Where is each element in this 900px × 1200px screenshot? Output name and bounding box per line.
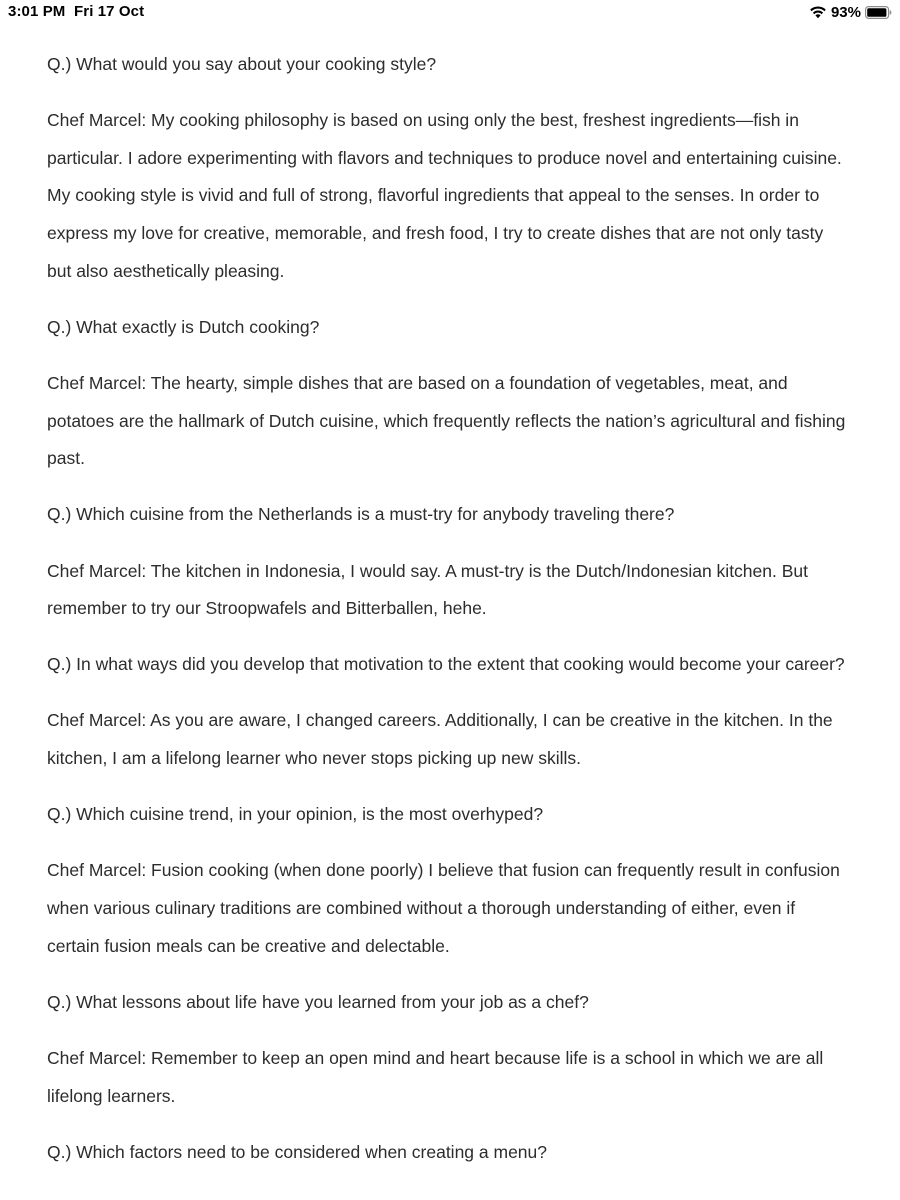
question-text: Q.) What exactly is Dutch cooking? (47, 316, 320, 337)
question-text: Q.) What would you say about your cooking style? (47, 54, 437, 74)
question-text: Q.) Which cuisine from the Netherlands is a must-try for anybody traveling there? (47, 504, 675, 525)
question-text: Q.) In what ways did you develop that motivation to the extent that cooking would become your career? (47, 654, 845, 675)
answer-text: Chef Marcel: The hearty, simple dishes that are based on a foundation of vegetables, meat, and potatoes are the hallmark of Dutch cuisine, which frequently reflects the nation’s agricultural and fishing past. (47, 372, 846, 469)
question-text: Q.) What lessons about life have you learned from your job as a chef? (47, 991, 589, 1012)
answer-text: Chef Marcel: Fusion cooking (when done poorly) I believe that fusion can frequently result in confusion when various culinary traditions are combined without a thorough understanding of either, even if certain fusion meals can be creative and delectable. (47, 860, 840, 956)
answer-text: Chef Marcel: My cooking philosophy is based on using only the best, freshest ingredients—fish in particular. I adore experimenting with flavors and techniques to produce novel and entertaining cuisine. My cooking style is vivid and full of strong, flavorful ingredients that appeal to the senses. In order to express my love for creative, memorable, and fresh food, I try to create dishes that are not only tasty but also aesthetically pleasing. (47, 110, 842, 281)
status-date: Fri 17 Oct (74, 3, 145, 20)
article-body (47, 46, 852, 1200)
status-time: 3:01 PM (8, 3, 66, 20)
battery-percent: 93% (830, 3, 861, 21)
status-bar (0, 0, 900, 24)
answer-text: Chef Marcel: As you are aware, I changed careers. Additionally, I can be creative in the kitchen. In the kitchen, I am a lifelong learner who never stops picking up new skills. (47, 710, 833, 769)
answer-text: Chef Marcel: Remember to keep an open mind and heart because life is a school in which we are all lifelong learners. (47, 1048, 824, 1106)
question-text: Q.) Which cuisine trend, in your opinion, is the most overhyped? (47, 804, 544, 825)
answer-text: Chef Marcel: The kitchen in Indonesia, I would say. A must-try is the Dutch/Indonesian kitchen. But remember to try our Stroopwafels and Bitterballen, hehe. (47, 560, 808, 619)
question-text: Q.) Which factors need to be considered when creating a menu? (47, 1141, 547, 1162)
battery-icon (865, 6, 892, 19)
wifi-icon (809, 5, 827, 19)
status-indicators (809, 3, 892, 21)
